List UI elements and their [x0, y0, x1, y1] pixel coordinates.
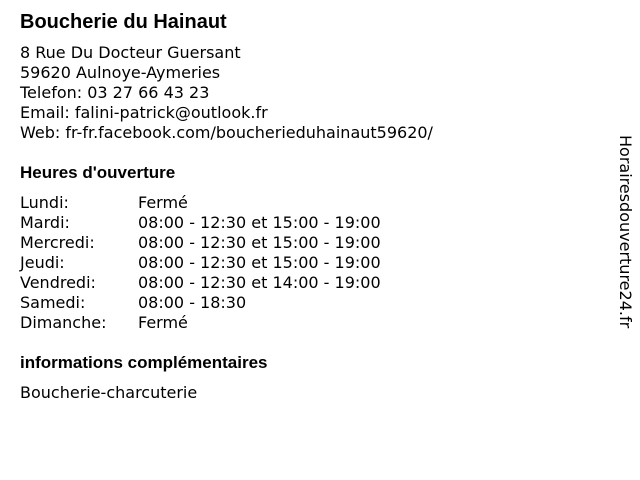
hours-row-tuesday: [20, 213, 600, 233]
day-label: Jeudi:: [20, 253, 65, 272]
day-label: Vendredi:: [20, 273, 96, 292]
phone-line: Telefon: 03 27 66 43 23: [20, 83, 210, 102]
day-hours: 08:00 - 12:30 et 15:00 - 19:00: [138, 253, 381, 272]
day-hours: 08:00 - 18:30: [138, 293, 247, 312]
website-line: Web: fr-fr.facebook.com/boucherieduhainaut59620/: [20, 123, 433, 142]
day-label: Mercredi:: [20, 233, 95, 252]
day-hours: 08:00 - 12:30 et 14:00 - 19:00: [138, 273, 381, 292]
additional-info-text: Boucherie-charcuterie: [20, 383, 198, 402]
hours-row-saturday: [20, 293, 600, 313]
hours-row-thursday: [20, 253, 600, 273]
day-label: Mardi:: [20, 213, 70, 232]
day-hours: Fermé: [138, 313, 188, 332]
site-watermark: Horairesdouverture24.fr: [616, 135, 635, 329]
business-card: [20, 10, 600, 403]
email-line: Email: falini-patrick@outlook.fr: [20, 103, 268, 122]
additional-info-heading: informations complémentaires: [20, 353, 268, 372]
address-city: 59620 Aulnoye-Aymeries: [20, 63, 221, 82]
hours-row-friday: [20, 273, 600, 293]
hours-row-sunday: [20, 313, 600, 333]
business-name: Boucherie du Hainaut: [20, 11, 227, 33]
day-hours: 08:00 - 12:30 et 15:00 - 19:00: [138, 233, 381, 252]
day-hours: 08:00 - 12:30 et 15:00 - 19:00: [138, 213, 381, 232]
day-label: Dimanche:: [20, 313, 107, 332]
day-label: Samedi:: [20, 293, 86, 312]
hours-row-monday: [20, 193, 600, 213]
hours-row-wednesday: [20, 233, 600, 253]
address-street: 8 Rue Du Docteur Guersant: [20, 43, 241, 62]
opening-hours-table: [20, 193, 600, 333]
day-hours: Fermé: [138, 193, 188, 212]
day-label: Lundi:: [20, 193, 69, 212]
opening-hours-heading: Heures d'ouverture: [20, 163, 176, 182]
